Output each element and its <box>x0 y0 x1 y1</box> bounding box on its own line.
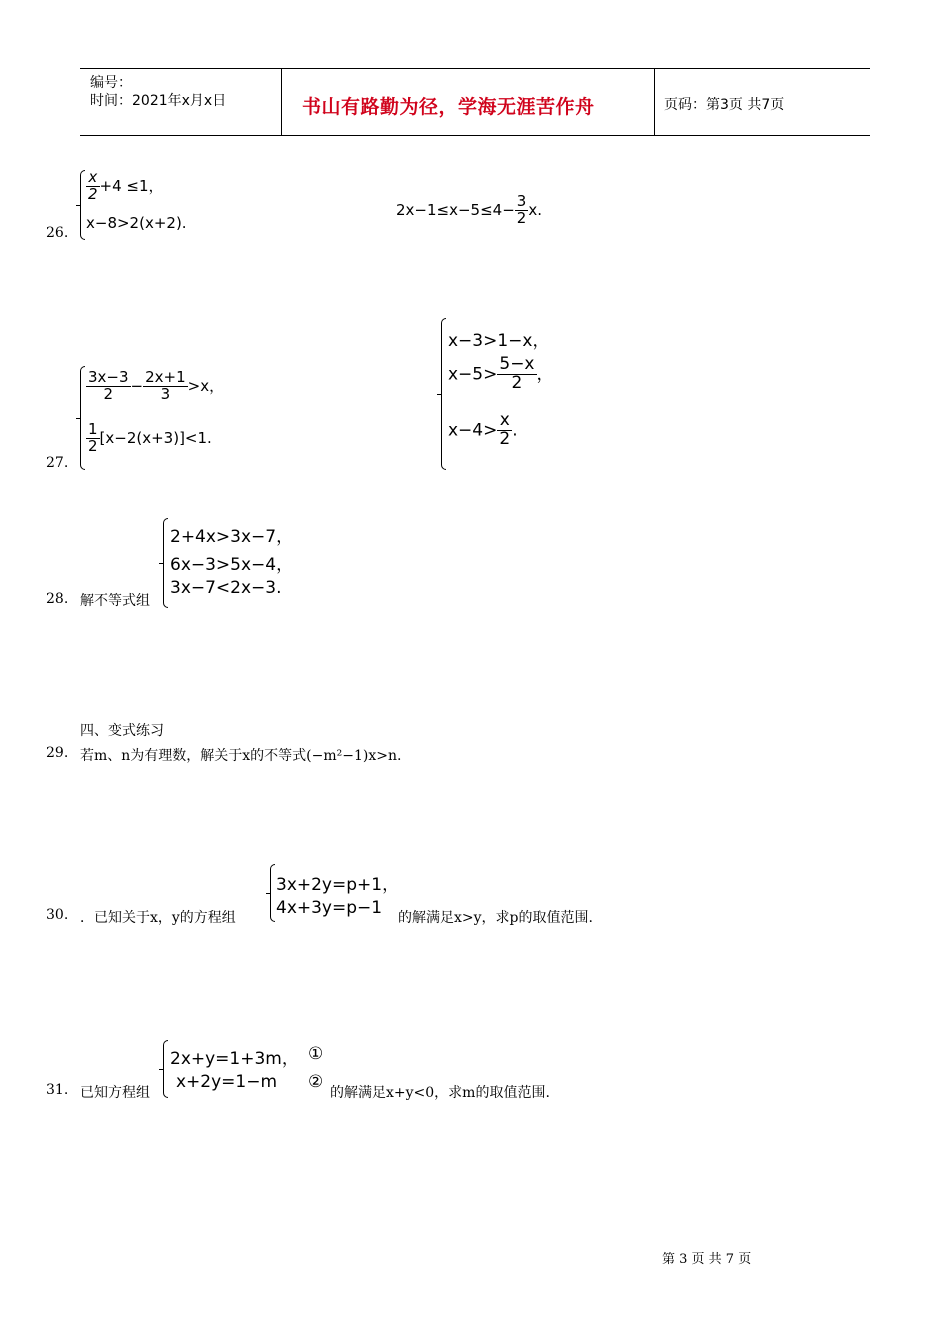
q26-line1-fraction: $\frac{x}{2}$ <box>88 168 98 203</box>
q27-frac1: $\frac{3x-3}{2}$ <box>88 368 129 403</box>
q27-line2: $\frac{1}{2}$ [x−2(x+3)]<1. <box>88 420 212 455</box>
q27-number: 27. <box>46 455 69 471</box>
q28-line3: 3x−7<2x−3. <box>170 578 282 598</box>
q30-number: 30. <box>46 907 69 923</box>
q31-brace <box>163 1040 168 1098</box>
q31-line2: x+2y=1−m <box>176 1072 278 1092</box>
section4-title: 四、变式练习 <box>80 723 164 739</box>
q27-brace-a <box>80 366 85 470</box>
serial-label: 编号： <box>90 75 132 91</box>
q28-prompt: 解不等式组 <box>80 593 150 609</box>
date-label: 时间：2021年x月x日 <box>90 93 227 109</box>
q27-c-frac3: $\frac{x}{2}$ <box>499 410 511 449</box>
q26-inequality: 2x−1≤x−5≤4− $\frac{3}{2}$ x. <box>396 192 542 227</box>
header-top-rule <box>80 68 870 69</box>
q26-number: 26. <box>46 225 69 241</box>
q28-line1: 2+4x>3x−7， <box>170 527 294 547</box>
q27-frac3: $\frac{1}{2}$ <box>88 420 98 455</box>
q30-prefix: ．已知关于x，y的方程组 <box>80 910 236 926</box>
header-table <box>80 68 870 136</box>
q31-mark1: ① <box>308 1044 324 1064</box>
header-divider-left <box>281 68 282 136</box>
q27-frac2: $\frac{2x+1}{3}$ <box>145 368 186 403</box>
q30-line2: 4x+3y=p−1 <box>276 898 383 918</box>
q30-line1: 3x+2y=p+1， <box>276 875 400 895</box>
q27-c-line3: x−4> $\frac{x}{2}$ . <box>448 410 518 449</box>
q31-mark2: ② <box>308 1072 324 1092</box>
q31-line1: 2x+y=1+3m， <box>170 1049 299 1069</box>
q31-suffix: 的解满足x+y<0，求m的取值范围. <box>330 1085 550 1101</box>
q27-c-line2: x−5> $\frac{5-x}{2}$ ， <box>448 354 554 393</box>
q27-brace-c <box>441 318 446 470</box>
q29-text: 若m、n为有理数，解关于x的不等式(−m²−1)x>n. <box>80 748 402 764</box>
header-bottom-rule <box>80 135 870 136</box>
q27-c-line1: x−3>1−x， <box>448 331 550 351</box>
q30-suffix: 的解满足x>y，求p的取值范围. <box>398 910 593 926</box>
header-divider-right <box>654 68 655 136</box>
page-label: 页码：第3页 共7页 <box>664 97 785 113</box>
q26-line2: x−8>2(x+2). <box>86 214 187 232</box>
q28-brace <box>163 518 168 608</box>
q27-c-frac2: $\frac{5-x}{2}$ <box>499 354 535 393</box>
footer-page-number: 第 3 页 共 7 页 <box>662 1252 752 1267</box>
q27-line1: $\frac{3x-3}{2}$ − $\frac{2x+1}{3}$ >x， <box>88 368 225 403</box>
q31-prefix: 已知方程组 <box>80 1085 150 1101</box>
q28-line2: 6x−3>5x−4， <box>170 555 294 575</box>
q31-number: 31. <box>46 1082 69 1098</box>
q26-brace <box>80 170 85 240</box>
q30-brace <box>270 864 275 922</box>
header-motto: 书山有路勤为径，学海无涯苦作舟 <box>302 96 595 118</box>
q26-line1: $\frac{x}{2}$ +4 ≤1， <box>88 168 164 203</box>
q26-ineq-fraction: $\frac{3}{2}$ <box>516 192 527 227</box>
q29-number: 29. <box>46 745 69 761</box>
q28-number: 28. <box>46 591 69 607</box>
